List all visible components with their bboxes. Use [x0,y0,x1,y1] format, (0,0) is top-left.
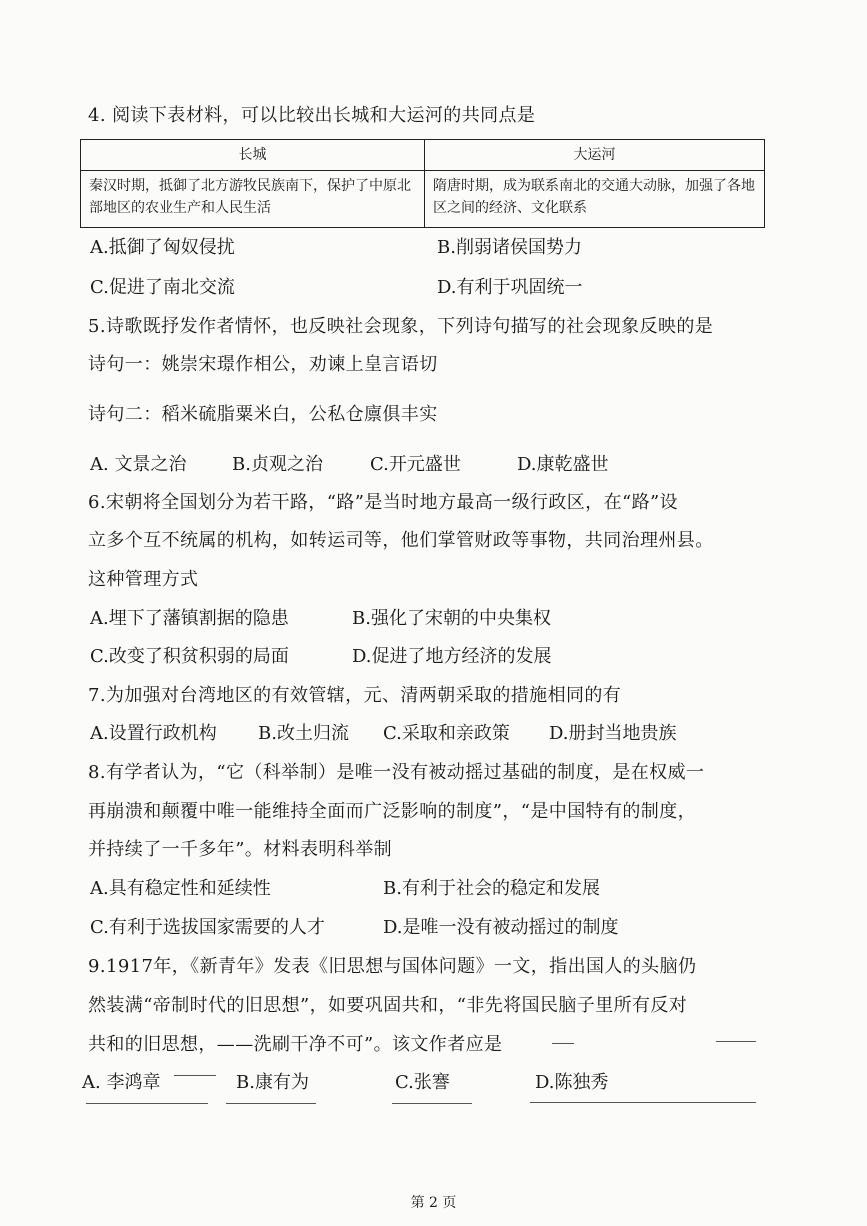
q6-option-b[interactable]: B.强化了宋朝的中央集权 [352,608,551,629]
q7-option-c[interactable]: C.采取和亲政策 [383,723,510,744]
q9-option-c[interactable]: C.张謇 [395,1072,450,1093]
q6-option-d[interactable]: D.促进了地方经济的发展 [352,646,552,667]
question-9-stem-line-1: 9.1917年，《新青年》发表《旧思想与国体问题》一文，指出国人的头脑仍 [88,956,697,977]
q6-option-a[interactable]: A.埋下了藩镇割据的隐患 [90,608,289,629]
scan-mark [226,1103,316,1104]
question-8-stem-line-2: 再崩溃和颠覆中唯一能维持全面而广泛影响的制度”，“是中国特有的制度， [88,801,697,822]
question-4-stem: 4. 阅读下表材料，可以比较出长城和大运河的共同点是 [88,105,536,126]
q5-poem-line-2: 诗句二：稻米硫脂粟米白，公私仓廪俱丰实 [88,404,438,425]
q4-option-b[interactable]: B.削弱诸侯国势力 [437,237,582,258]
q8-option-a[interactable]: A.具有稳定性和延续性 [90,878,271,899]
scan-mark [86,1103,208,1104]
scan-mark [392,1103,472,1104]
table-cell-grand-canal: 隋唐时期，成为联系南北的交通大动脉，加强了各地区之间的经济、文化联系 [425,171,765,228]
scan-mark [530,1102,756,1103]
q6-option-c[interactable]: C.改变了积贫积弱的局面 [90,646,289,667]
q7-option-a[interactable]: A.设置行政机构 [90,723,217,744]
q8-option-c[interactable]: C.有利于选拔国家需要的人才 [90,917,325,938]
q4-option-c[interactable]: C.促进了南北交流 [90,277,235,298]
q9-option-b[interactable]: B.康有为 [236,1072,309,1093]
table-header-great-wall: 长城 [81,140,425,171]
q5-option-c[interactable]: C.开元盛世 [370,454,461,475]
q5-option-b[interactable]: B.贞观之治 [232,454,323,475]
q8-option-d[interactable]: D.是唯一没有被动摇过的制度 [383,917,619,938]
question-8-stem-line-3: 并持续了一千多年”。材料表明科举制 [88,839,393,860]
q5-poem-line-1: 诗句一：姚崇宋璟作相公，劝谏上皇言语切 [88,354,438,375]
question-7-stem: 7.为加强对台湾地区的有效管辖，元、清两朝采取的措施相同的有 [88,685,622,706]
comparison-table [80,139,765,228]
question-9-stem-line-3: 共和的旧思想，——洗刷干净不可”。该文作者应是 [88,1034,503,1055]
question-9-stem-line-2: 然装满“帝制时代的旧思想”，如要巩固共和，“非先将国民脑子里所有反对 [88,995,688,1016]
question-6-stem-line-3: 这种管理方式 [88,569,199,590]
q4-option-d[interactable]: D.有利于巩固统一 [437,277,583,298]
q4-option-a[interactable]: A.抵御了匈奴侵扰 [90,237,235,258]
table-cell-great-wall: 秦汉时期，抵御了北方游牧民族南下，保护了中原北部地区的农业生产和人民生活 [81,171,425,228]
scan-mark [174,1075,216,1076]
question-6-stem-line-1: 6.宋朝将全国划分为若干路，“路”是当时地方最高一级行政区，在“路”设 [88,492,678,513]
q9-option-a[interactable]: A. 李鸿章 [82,1072,161,1093]
q5-option-a[interactable]: A. 文景之治 [90,454,187,475]
scan-mark [552,1043,574,1044]
question-5-stem: 5.诗歌既抒发作者情怀，也反映社会现象，下列诗句描写的社会现象反映的是 [88,316,714,337]
q8-option-b[interactable]: B.有利于社会的稳定和发展 [383,878,600,899]
scan-mark [716,1041,756,1042]
question-6-stem-line-2: 立多个互不统属的机构，如转运司等，他们掌管财政等事物，共同治理州县。 [88,530,714,551]
q7-option-d[interactable]: D.册封当地贵族 [549,723,677,744]
q7-option-b[interactable]: B.改土归流 [258,723,349,744]
q5-option-d[interactable]: D.康乾盛世 [517,454,609,475]
table-header-grand-canal: 大运河 [425,140,765,171]
question-8-stem-line-1: 8.有学者认为，“它（科举制）是唯一没有被动摇过基础的制度，是在权威一 [88,762,705,783]
page-number: 第 2 页 [410,1195,457,1211]
q9-option-d[interactable]: D.陈独秀 [535,1072,609,1093]
